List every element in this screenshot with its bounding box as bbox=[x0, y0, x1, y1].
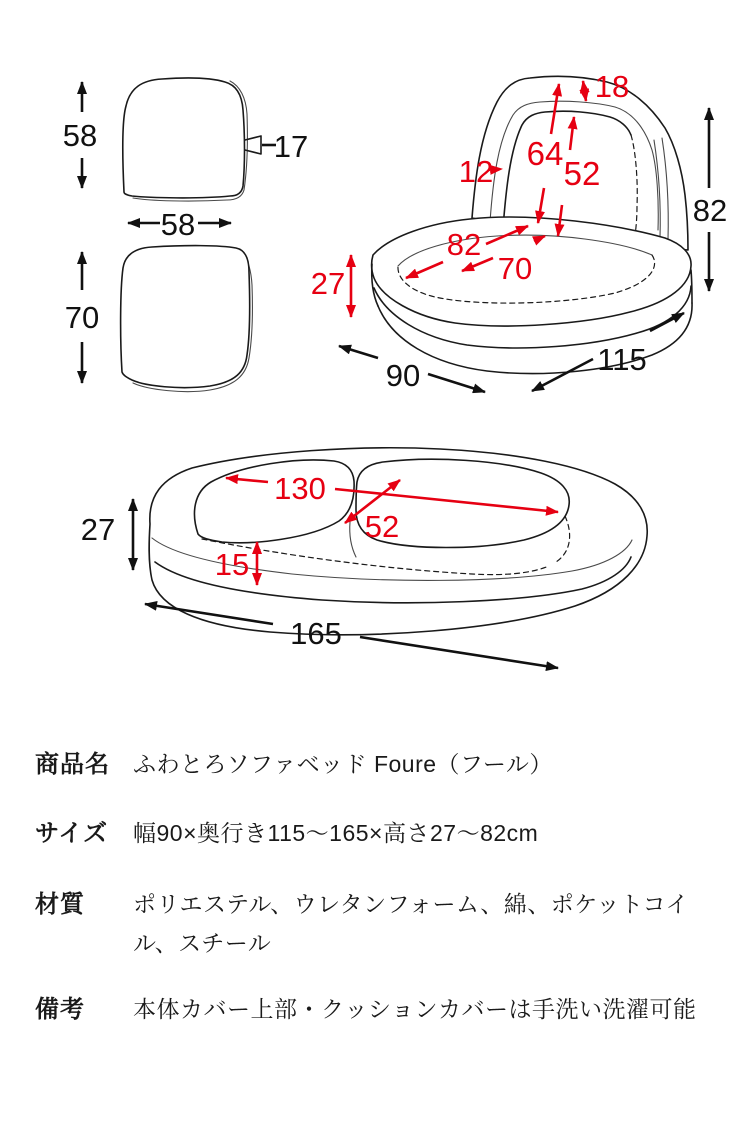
spec-label: 備考 bbox=[35, 996, 85, 1023]
dim-bottom-cushion-height: 70 bbox=[64, 300, 100, 335]
spec-value: ふわとろソファベッド Foure（フール） bbox=[133, 751, 553, 777]
dim-bed-total-length: 165 bbox=[290, 616, 342, 651]
dim-base-height: 15 bbox=[214, 547, 250, 582]
dim-top-cushion-height: 58 bbox=[62, 118, 98, 153]
dim-bed-cushion-depth: 52 bbox=[364, 509, 400, 544]
chair-diagram bbox=[310, 40, 750, 410]
dim-seat-height: 27 bbox=[310, 266, 346, 301]
dim-width: 90 bbox=[385, 358, 421, 393]
top-cushion-outline bbox=[123, 78, 276, 201]
dim-back-outer-height: 64 bbox=[526, 135, 564, 172]
spec-label: 商品名 bbox=[35, 751, 110, 778]
dim-frame-side-width: 12 bbox=[458, 154, 494, 189]
spec-value: 本体カバー上部・クッションカバーは手洗い洗濯可能 bbox=[133, 996, 697, 1022]
cushion-diagram bbox=[40, 50, 310, 395]
dim-depth: 115 bbox=[597, 342, 647, 377]
bottom-cushion-outline bbox=[121, 246, 253, 392]
dim-total-height: 82 bbox=[692, 193, 728, 228]
spec-label: 材質 bbox=[35, 891, 85, 918]
dim-cushion-width: 58 bbox=[160, 207, 196, 242]
spec-label: サイズ bbox=[35, 820, 109, 847]
dim-sleep-surface-length: 130 bbox=[274, 471, 326, 506]
spec-value: 幅90×奥行き115～165×高さ27～82cm bbox=[133, 820, 539, 846]
dim-back-inner-height: 52 bbox=[563, 155, 601, 192]
dim-tab-length: 17 bbox=[273, 129, 309, 164]
dim-seat-outer-width: 82 bbox=[446, 227, 482, 262]
bed-diagram bbox=[60, 440, 700, 690]
spec-value: ポリエステル、ウレタンフォーム、綿、ポケットコイル、スチール bbox=[133, 891, 689, 956]
dim-back-top-thickness: 18 bbox=[594, 69, 630, 104]
dim-bed-total-height: 27 bbox=[80, 512, 116, 547]
dim-seat-inner-width: 70 bbox=[497, 251, 533, 286]
